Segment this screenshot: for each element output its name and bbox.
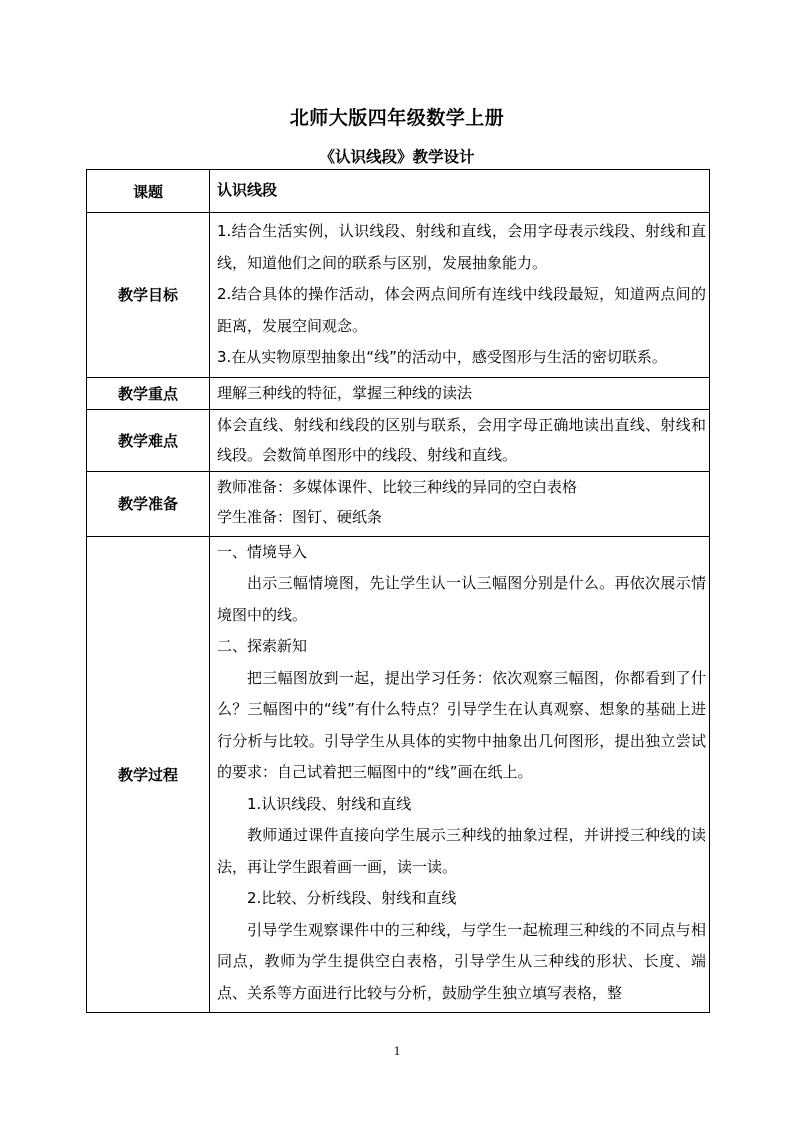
row-label-topic: 课题 — [87, 170, 210, 213]
row-value-preparation — [210, 471, 710, 536]
table-row-preparation — [87, 471, 710, 536]
preparation-teacher: 教师准备：多媒体课件、比较三种线的异同的空白表格 — [217, 477, 578, 496]
process-heading: 一、情境导入 — [217, 542, 308, 561]
process-heading: 二、探索新知 — [217, 637, 308, 655]
row-label-goals: 教学目标 — [87, 213, 210, 378]
row-label-preparation: 教学准备 — [87, 471, 210, 536]
process-paragraph: 出示三幅情境图，先让学生认一认三幅图分别是什么。再依次展示情境图中的线。 — [217, 574, 706, 624]
row-label-key-points: 教学重点 — [87, 377, 210, 409]
lesson-plan-table — [86, 169, 710, 1013]
table-row-topic — [87, 170, 710, 213]
row-value-process — [210, 536, 710, 1013]
goal-item: 2.结合具体的操作活动，体会两点间所有连线中线段最短，知道两点间的距离，发展空间观念。 — [217, 285, 706, 335]
table-row-process — [87, 536, 710, 1013]
process-paragraph: 教师通过课件直接向学生展示三种线的抽象过程，并讲授三种线的读法，再让学生跟着画一画，读一读。 — [217, 826, 706, 876]
preparation-student: 学生准备：图钉、硬纸条 — [217, 507, 383, 526]
document-subtitle: 《认识线段》教学设计 — [319, 148, 475, 166]
process-subheading: 2.比较、分析线段、射线和直线 — [247, 889, 457, 907]
goal-item: 3.在从实物原型抽象出“线”的活动中，感受图形与生活的密切联系。 — [217, 348, 667, 366]
table-row-difficulties — [87, 409, 710, 471]
page-number: 1 — [393, 1043, 401, 1058]
row-value-goals — [210, 213, 710, 378]
row-value-topic: 认识线段 — [210, 170, 710, 213]
table-row-key-points — [87, 377, 710, 409]
process-paragraph: 把三幅图放到一起，提出学习任务：依次观察三幅图，你都看到了什么？三幅图中的“线”有什么特点？引导学生在认真观察、想象的基础上进行分析与比较。引导学生从具体的实物中抽象出几何图形，提出独立尝试的要求：自己试着把三幅图中的“线”画在纸上。 — [217, 668, 706, 781]
row-label-difficulties: 教学难点 — [87, 409, 210, 471]
process-subheading: 1.认识线段、射线和直线 — [247, 794, 412, 813]
row-value-key-points: 理解三种线的特征，掌握三种线的读法 — [210, 377, 710, 409]
document-title: 北师大版四年级数学上册 — [289, 107, 505, 129]
table-row-goals — [87, 213, 710, 378]
row-value-difficulties: 体会直线、射线和线段的区别与联系，会用字母正确地读出直线、射线和线段。会数简单图形中的线段、射线和直线。 — [210, 409, 710, 471]
row-label-process: 教学过程 — [87, 536, 210, 1013]
goal-item: 1.结合生活实例，认识线段、射线和直线，会用字母表示线段、射线和直线，知道他们之间的联系与区别，发展抽象能力。 — [217, 222, 706, 272]
process-paragraph: 引导学生观察课件中的三种线，与学生一起梳理三种线的不同点与相同点，教师为学生提供空白表格，引导学生从三种线的形状、长度、端点、关系等方面进行比较与分析，鼓励学生独立填写表格，整 — [217, 920, 706, 1002]
